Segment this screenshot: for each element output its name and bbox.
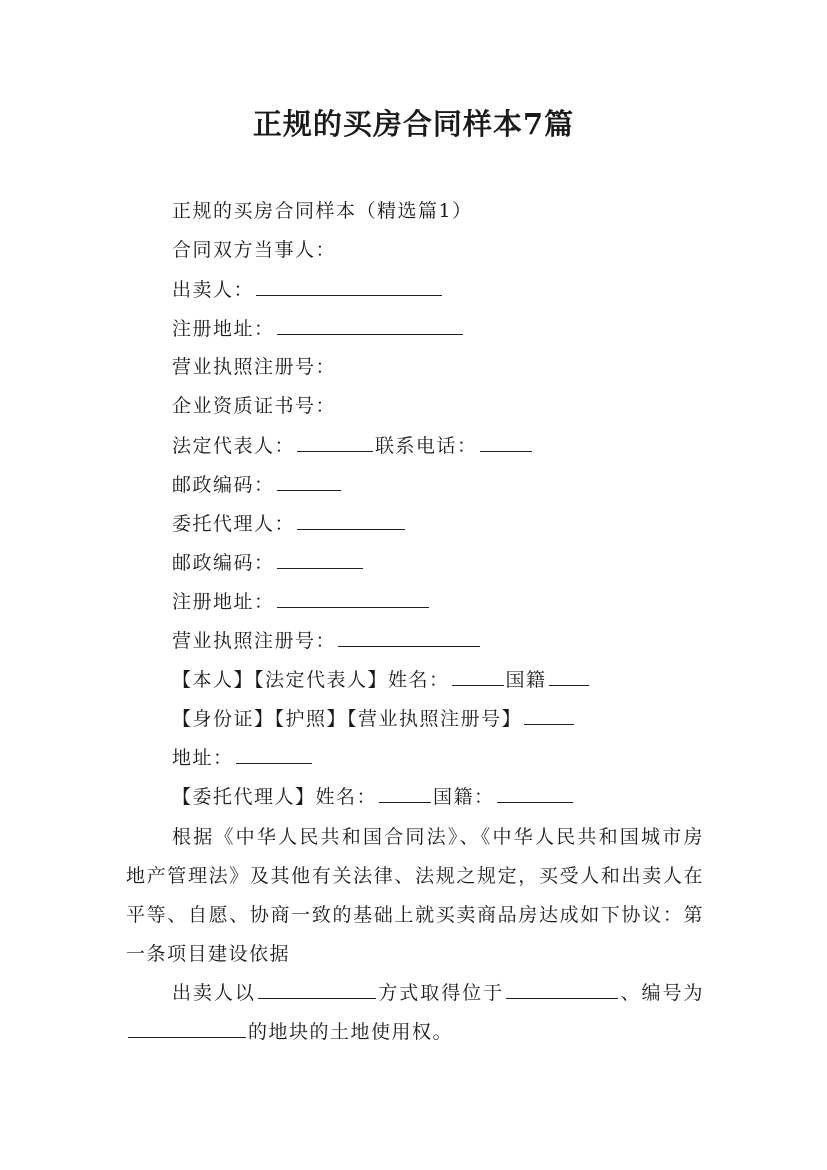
agent-nationality-label: 国籍： [433, 786, 495, 808]
postcode2-line [172, 549, 365, 576]
id-type-label: 【身份证】【护照】【营业执照注册号】 [172, 708, 523, 730]
agent-line [172, 510, 407, 537]
document-title: 正规的买房合同样本7篇 [252, 107, 575, 141]
body-paragraph-1: 根据《中华人民共和国合同法》、《中华人民共和国城市房地产管理法》及其他有关法律、法规之规定，买受人和出卖人在平等、自愿、协商一致的基础上就买卖商品房达成如下协议：第一条项目建设依据 [126, 826, 704, 965]
para2-part-d: 的地块的土地使用权。 [248, 1021, 454, 1043]
agent-label: 委托代理人： [172, 513, 296, 535]
id-number-blank[interactable] [524, 705, 574, 725]
agent-name-label: 【委托代理人】姓名： [172, 786, 378, 808]
id-line [172, 705, 576, 732]
phone-label: 联系电话： [375, 435, 478, 457]
address-label: 地址： [172, 747, 234, 769]
postcode2-blank[interactable] [277, 549, 363, 569]
land-acquisition-blank[interactable] [258, 979, 376, 999]
address-line [172, 744, 314, 771]
reg-address-line [172, 315, 465, 342]
license-no2-label: 营业执照注册号： [172, 630, 337, 652]
section-heading: 正规的买房合同样本（精选篇1） [172, 200, 473, 222]
agent-name-blank[interactable] [379, 783, 431, 803]
legal-rep-line [172, 432, 534, 459]
parties-label: 合同双方当事人： [172, 239, 337, 261]
license-no2-blank[interactable] [338, 627, 480, 647]
body-paragraph-2 [126, 974, 704, 1052]
phone-blank[interactable] [480, 432, 532, 452]
self-nationality-blank[interactable] [549, 666, 589, 686]
postcode-line [172, 471, 343, 498]
land-number-blank[interactable] [128, 1018, 246, 1038]
postcode-blank[interactable] [277, 471, 341, 491]
reg-address2-line [172, 588, 431, 615]
agent-name-line [172, 783, 575, 810]
para2-part-c: 、编号为 [620, 982, 704, 1004]
postcode-label: 邮政编码： [172, 474, 275, 496]
agent-blank[interactable] [297, 510, 405, 530]
postcode2-label: 邮政编码： [172, 552, 275, 574]
reg-address2-blank[interactable] [277, 588, 429, 608]
self-nationality-label: 国籍 [505, 669, 547, 691]
address-blank[interactable] [236, 744, 312, 764]
para2-part-b: 方式取得位于 [377, 982, 505, 1004]
license-no-label: 营业执照注册号： [172, 356, 337, 378]
land-location-blank[interactable] [506, 979, 618, 999]
reg-address-blank[interactable] [277, 315, 463, 335]
para2-part-a: 出卖人以 [172, 982, 256, 1004]
seller-line [172, 276, 444, 303]
self-name-blank[interactable] [452, 666, 504, 686]
legal-rep-blank[interactable] [297, 432, 373, 452]
seller-label: 出卖人： [172, 279, 255, 301]
seller-blank[interactable] [256, 276, 442, 296]
self-line [172, 666, 591, 693]
agent-nationality-blank[interactable] [497, 783, 573, 803]
self-name-label: 【本人】【法定代表人】姓名： [172, 669, 450, 691]
legal-rep-label: 法定代表人： [172, 435, 296, 457]
reg-address2-label: 注册地址： [172, 591, 275, 613]
license-no2-line [172, 627, 482, 654]
reg-address-label: 注册地址： [172, 318, 275, 340]
cert-no-label: 企业资质证书号： [172, 395, 337, 417]
